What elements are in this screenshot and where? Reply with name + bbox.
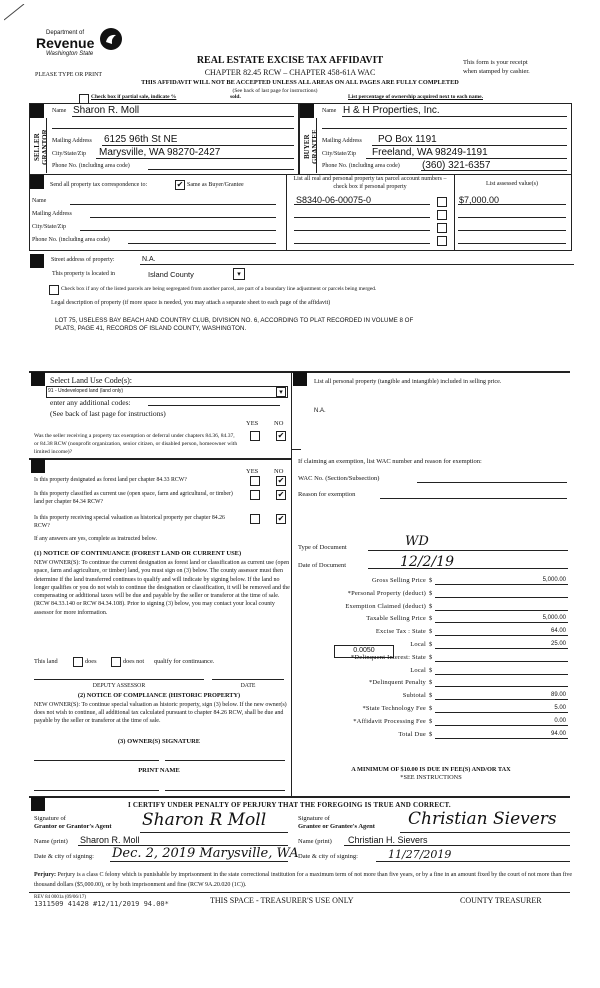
doc-date-line [368, 568, 568, 569]
section-8-top [29, 796, 570, 798]
print-name-line-1[interactable] [34, 790, 159, 791]
perjury-notice [34, 870, 574, 890]
street-field[interactable]: N.A. [142, 256, 156, 263]
parcel-number-line [294, 230, 430, 231]
grantee-name-line [344, 845, 570, 846]
see-instructions-note: *SEE INSTRUCTIONS [400, 774, 462, 781]
this-land-label: This land [34, 658, 58, 665]
currency-symbol: $ [429, 679, 433, 686]
exemption-label: If claiming an exemption, list WAC number and reason for exemption: [298, 458, 482, 465]
grantee-date-line [376, 861, 570, 862]
receipt-note [463, 58, 530, 76]
doc-type-label: Type of Document [298, 544, 347, 551]
form-revision: REV 84 0001a (09/06/17) [34, 895, 86, 900]
currency-symbol: $ [429, 692, 433, 699]
grantee-name-label: Name (print) [298, 838, 332, 845]
reason-label: Reason for exemption [298, 491, 356, 498]
section-6-marker [31, 459, 45, 473]
tax-row-line [435, 686, 568, 687]
exemption-question: Was the seller receiving a property tax exemption or deferral under chapters 84.36, 84.37, or 84.38 RCW (nonprofit organization, senior citizen, or disabled person, homeowner with limited income)? [34, 433, 238, 455]
personal-property-checkbox[interactable] [437, 223, 447, 233]
does-qualify-checkbox[interactable] [73, 657, 83, 667]
tax-row-line [435, 648, 568, 649]
notice-compliance-title: (2) NOTICE OF COMPLIANCE (HISTORIC PROPERTY) [77, 692, 241, 699]
tax-row-value[interactable]: 89.00 [550, 692, 566, 698]
tax-row-line [435, 610, 568, 611]
perjury-text: Perjury is a class C felony which is punishable by imprisonment in the state correctional institution for a maximum term of not more than five years, or by a fine in an amount fixed by the court of not more than five thousand dollars ($5,000.00), or by both imprisonment and fine (RCW 9A.20.020 (1C)). [34, 872, 573, 888]
tax-row-label: *Delinquent Interest: State [350, 654, 426, 661]
local-rate-value: 0.0050 [353, 647, 375, 654]
parcel-number-line [294, 217, 430, 218]
tax-row-value[interactable]: 64.00 [550, 628, 566, 634]
deputy-assessor-label: DEPUTY ASSESSOR [92, 683, 146, 689]
buyer-city-label: City/State/Zip [322, 151, 356, 157]
personal-property-checkbox[interactable] [437, 197, 447, 207]
section-5-top [29, 371, 291, 373]
designation-no-checkbox[interactable]: ✔ [277, 514, 285, 523]
partial-sale-label: Check box if partial sale, indicate % [91, 94, 177, 100]
section-4-marker [30, 254, 44, 268]
seller-city-line [96, 158, 294, 159]
county-treasurer-label: COUNTY TREASURER [460, 896, 542, 905]
correspondence-field-input[interactable] [80, 230, 276, 231]
street-label: Street address of property: [51, 257, 115, 263]
tax-row-label: Excise Tax : State [375, 628, 426, 635]
owner-signature-label: (3) OWNER(S) SIGNATURE [117, 738, 201, 745]
section-2-marker [300, 104, 314, 118]
buyer-city-field[interactable]: Freeland, WA 98249-1191 [372, 147, 488, 158]
doc-date-field[interactable]: 12/2/19 [400, 554, 454, 570]
buyer-phone-line [421, 170, 567, 171]
grantee-date-field[interactable]: 11/27/2019 [388, 848, 452, 861]
buyer-mailing-label: Mailing Address [322, 138, 362, 144]
legal-line-2: PLATS, PAGE 41, RECORDS OF ISLAND COUNTY, WASHINGTON. [55, 325, 247, 332]
tax-row-label: Local [410, 667, 426, 674]
personal-property-field[interactable]: N.A. [314, 408, 326, 414]
same-as-buyer-checkbox[interactable]: ✔ [176, 180, 184, 189]
grantee-signature-line [400, 832, 570, 833]
land-use-select[interactable] [46, 386, 288, 398]
tax-row-line [435, 635, 568, 636]
correspondence-label: Send all property tax correspondence to: [50, 182, 148, 188]
designation-question: Is this property receiving special valuation as historical property per chapter 84.26 RCW? [34, 515, 225, 529]
tax-row-label: Exemption Claimed (deduct) [345, 603, 426, 610]
grantor-sig-label2: Grantor or Grantor's Agent [34, 823, 112, 830]
grantor-date-field[interactable]: Dec. 2, 2019 Marysville, WA [112, 846, 299, 861]
doc-date-label: Date of Document [298, 562, 347, 569]
tax-row-line [435, 712, 568, 713]
tax-row-line [435, 597, 568, 598]
grantee-signature-label [298, 815, 375, 831]
no-header-1: NO [274, 420, 284, 427]
section-8-marker [31, 797, 45, 811]
tax-row-line [435, 699, 568, 700]
tax-row-line [435, 738, 568, 739]
tax-row-label: Subtotal [402, 692, 426, 699]
tax-row-line [435, 725, 568, 726]
county-select[interactable]: Island County [148, 270, 194, 279]
legal-description[interactable] [55, 317, 413, 333]
dor-logo [36, 26, 126, 66]
grantor-date-label: Date & city of signing: [34, 853, 94, 860]
grantor-date-line [110, 861, 288, 862]
exemption-no-checkbox[interactable]: ✔ [277, 431, 285, 440]
land-use-selected: 91 - Undeveloped land (land only) [48, 388, 124, 394]
doc-type-field[interactable]: WD [405, 534, 429, 549]
located-label: This property is located in [52, 271, 115, 277]
designation-question: Is this property classified as current use (open space, farm and agricultural, or timber) land per chapter 84.34 RCW? [34, 491, 233, 505]
buyer-city-line [366, 158, 567, 159]
personal-property-checkbox[interactable] [437, 210, 447, 220]
qualify-label: qualify for continuance. [154, 658, 215, 665]
acceptance-warning: THIS AFFIDAVIT WILL NOT BE ACCEPTED UNLESS ALL AREAS ON ALL PAGES ARE FULLY COMPLETED [141, 79, 459, 86]
designation-question: Is this property designated as forest land per chapter 84.33 RCW? [34, 477, 187, 483]
seller-divider [46, 118, 48, 173]
designation-no-checkbox[interactable]: ✔ [277, 476, 285, 485]
tax-row-value[interactable]: 5,000.00 [542, 615, 566, 621]
grantee-sig-label1: Signature of [298, 815, 330, 822]
grantor-name-field[interactable]: Sharon R. Moll [80, 835, 140, 845]
wac-label: WAC No. (Section/Subsection) [298, 475, 380, 482]
buyer-divider [316, 118, 318, 173]
exemption-yes-checkbox[interactable] [250, 431, 260, 441]
currency-symbol: $ [429, 577, 433, 584]
buyer-phone-field[interactable]: (360) 321-6357 [422, 160, 491, 171]
assessed-header: List assessed value(s) [486, 181, 538, 187]
grantor-signature-line [140, 832, 288, 833]
section-3-marker [30, 175, 44, 189]
seller-city-field[interactable]: Marysville, WA 98270-2427 [99, 147, 221, 158]
owner-signature-line-2[interactable] [165, 760, 285, 761]
section-7-top [291, 371, 570, 373]
tax-row-label: Gross Selling Price [372, 577, 426, 584]
dor-swirl-icon [98, 26, 124, 52]
land-use-see-back: (See back of last page for instructions) [50, 409, 166, 418]
yes-header-1: YES [246, 420, 259, 427]
tax-row-line [435, 674, 568, 675]
tax-row-label: Taxable Selling Price [366, 615, 426, 622]
seller-city-label: City/State/Zip [52, 151, 86, 157]
buyer-mailing-line [372, 145, 567, 146]
section-7-marker [293, 372, 307, 386]
assessed-value-line [458, 204, 566, 205]
personal-property-checkbox[interactable] [437, 236, 447, 246]
legal-line-1: LOT 75, USELESS BAY BEACH AND COUNTRY CLUB, DIVISION NO. 6, ACCORDING TO PLAT RECORDED IN VOLUME 8 OF [55, 317, 414, 324]
tax-row-label: *Affidavit Processing Fee [353, 718, 426, 725]
instructions-note: (See back of last page for instructions) [232, 88, 318, 94]
receipt-note-line2: when stamped by cashier. [463, 68, 530, 75]
correspondence-field-label: Phone No. (including area code) [32, 237, 110, 243]
section-6-top [29, 458, 291, 460]
grantee-date-label: Date & city of signing: [298, 853, 358, 860]
if-yes-note: If any answers are yes, complete as instructed below. [34, 536, 157, 542]
cashier-stamp: 1311509 41428 #12/11/2019 94.00* [34, 900, 169, 908]
print-name-label: PRINT NAME [138, 767, 180, 774]
logo-line3: Washington State [46, 51, 94, 57]
tax-row-label: *Delinquent Penalty [368, 679, 426, 686]
currency-symbol: $ [429, 615, 433, 622]
parcel-number-line [294, 243, 430, 244]
logo-line1: Department of [46, 30, 85, 36]
designation-yes-checkbox[interactable] [250, 490, 260, 500]
segregated-checkbox[interactable] [49, 285, 59, 295]
form-title: REAL ESTATE EXCISE TAX AFFIDAVIT [196, 55, 384, 66]
tax-row-value[interactable]: 25.00 [550, 641, 566, 647]
buyer-name-line2 [322, 128, 567, 129]
exemption-tick [291, 449, 301, 450]
same-as-buyer-label: Same as Buyer/Grantee [187, 182, 244, 188]
seller-name-line [72, 116, 294, 117]
county-dropdown-icon[interactable]: ▾ [233, 268, 245, 280]
notice-compliance-body: NEW OWNER(S): To continue special valuation as historic property, sign (3) below. If the new owner(s) does not wish to continue, all additional tax calculated pursuant to chapter 84.26 RCW, shall be due and payable by the seller or transferor at the time of sale. [34, 702, 287, 724]
buyer-name-line [342, 116, 567, 117]
tax-row-line [435, 584, 568, 585]
footer-rule [29, 892, 570, 893]
tax-row-value[interactable]: 94.00 [550, 731, 566, 737]
tax-row-line [435, 622, 568, 623]
certify-statement: I CERTIFY UNDER PENALTY OF PERJURY THAT THE FOREGOING IS TRUE AND CORRECT. [128, 801, 451, 809]
street-line [140, 264, 574, 265]
treasurer-space-label: THIS SPACE - TREASURER'S USE ONLY [210, 896, 354, 905]
tax-row-line [435, 661, 568, 662]
buyer-name-label: Name [322, 108, 337, 114]
scan-mark [4, 4, 26, 22]
grantee-name-field[interactable]: Christian H. Sievers [348, 835, 428, 845]
tax-row-label: *State Technology Fee [362, 705, 426, 712]
grantor-signature[interactable]: Sharon R Moll [142, 810, 267, 830]
reason-field[interactable] [380, 498, 567, 499]
parcel-number-field[interactable]: S8340-06-00075-0 [296, 195, 372, 205]
correspondence-field-input[interactable] [70, 204, 276, 205]
tax-row-value[interactable]: 0.00 [554, 718, 566, 724]
form-chapter: CHAPTER 82.45 RCW – CHAPTER 458-61A WAC [204, 68, 376, 77]
seller-mailing-label: Mailing Address [52, 138, 92, 144]
currency-symbol: $ [429, 667, 433, 674]
correspondence-field-input[interactable] [90, 217, 276, 218]
seller-name-field[interactable]: Sharon R. Moll [73, 105, 140, 116]
currency-symbol: $ [429, 705, 433, 712]
additional-codes-field[interactable] [148, 405, 280, 406]
assessed-value-line [458, 217, 566, 218]
section-5-marker [31, 372, 45, 386]
parcel-header: List all real and personal property tax parcel account numbers – check box if personal property [293, 176, 447, 190]
no-header-2: NO [274, 468, 284, 475]
currency-symbol: $ [429, 628, 433, 635]
segregated-label: Check box if any of the listed parcels are being segregated from another parcel, are part of a boundary line adjustment or parcels being merged. [61, 286, 377, 292]
tax-row-label: Total Due [398, 731, 426, 738]
tax-row-value[interactable]: 5,000.00 [542, 577, 566, 583]
notice-continuance-title: (1) NOTICE OF CONTINUANCE (FOREST LAND OR CURRENT USE) [34, 550, 242, 557]
correspondence-field-input[interactable] [128, 243, 276, 244]
print-name-line-2[interactable] [165, 790, 285, 791]
receipt-note-line1: This form is your receipt [463, 59, 528, 66]
wac-field[interactable] [417, 482, 567, 483]
parcel-number-line [294, 204, 430, 205]
currency-symbol: $ [429, 654, 433, 661]
seller-name-label: Name [52, 108, 67, 114]
buyer-mailing-field[interactable]: PO Box 1191 [378, 134, 437, 145]
tax-row-value[interactable]: 5.00 [554, 705, 566, 711]
owner-signature-line-1[interactable] [34, 760, 159, 761]
correspondence-field-label: City/State/Zip [32, 224, 66, 230]
seller-mailing-field[interactable]: 6125 96th St NE [104, 134, 178, 145]
grantee-sig-label2: Grantee or Grantee's Agent [298, 823, 375, 830]
does-not-label: does not [123, 658, 145, 665]
seller-phone-field[interactable] [148, 169, 294, 170]
grantor-name-label: Name (print) [34, 838, 68, 845]
currency-symbol: $ [429, 731, 433, 738]
land-use-dropdown-icon[interactable]: ▾ [276, 387, 286, 397]
currency-symbol: $ [429, 641, 433, 648]
buyer-phone-label: Phone No. (including area code) [322, 163, 400, 169]
correspondence-field-label: Name [32, 198, 47, 204]
assessed-value-line [458, 243, 566, 244]
designation-yes-checkbox[interactable] [250, 514, 260, 524]
land-use-label: Select Land Use Code(s): [50, 376, 132, 385]
doc-type-line [368, 550, 568, 551]
tax-row-label: *Personal Property (deduct) [347, 590, 426, 597]
personal-property-label: List all personal property (tangible and intangible) included in selling price. [314, 378, 502, 385]
legal-label: Legal description of property (if more space is needed, you may attach a separate sheet to each page of the affidavit) [51, 300, 331, 306]
grantor-signature-label [34, 815, 112, 831]
tax-row-label: Local [410, 641, 426, 648]
assessor-date-label: DATE [240, 683, 256, 689]
assessed-value-line [458, 230, 566, 231]
designation-no-checkbox[interactable]: ✔ [277, 490, 285, 499]
buyer-name-field[interactable]: H & H Properties, Inc. [343, 105, 440, 116]
additional-codes-label: enter any additional codes: [50, 398, 131, 407]
currency-symbol: $ [429, 590, 433, 597]
seller-mailing-line [102, 145, 294, 146]
ownership-note: List percentage of ownership acquired next to each name. [348, 94, 483, 100]
perjury-label: Perjury: [34, 872, 56, 878]
seller-name-line2 [52, 128, 294, 129]
buyer-side-label: BUYER GRANTEE [303, 129, 319, 165]
assessor-date-line[interactable] [212, 679, 284, 680]
section-1-marker [30, 104, 44, 118]
please-type-label: PLEASE TYPE OR PRINT [35, 72, 103, 78]
grantee-signature[interactable]: Christian Sievers [408, 809, 557, 829]
seller-phone-label: Phone No. (including area code) [52, 163, 130, 169]
seller-side-label: SELLER GRANTOR [33, 129, 49, 165]
grantor-sig-label1: Signature of [34, 815, 66, 822]
yes-header-2: YES [246, 468, 259, 475]
does-label: does [85, 658, 97, 665]
assessed-value-field[interactable]: $7,000.00 [459, 195, 500, 205]
logo-line2: Revenue [36, 35, 95, 51]
partial-sale-sold: sold. [230, 94, 241, 100]
designation-yes-checkbox[interactable] [250, 476, 260, 486]
center-divider [291, 371, 292, 796]
deputy-assessor-signature-line[interactable] [34, 679, 204, 680]
does-not-qualify-checkbox[interactable] [111, 657, 121, 667]
minimum-note: A MINIMUM OF $10.00 IS DUE IN FEE(S) AND/OR TAX [351, 766, 511, 773]
currency-symbol: $ [429, 718, 433, 725]
currency-symbol: $ [429, 603, 433, 610]
correspondence-field-label: Mailing Address [32, 211, 72, 217]
notice-continuance-body: NEW OWNER(S): To continue the current designation as forest land or classification as current use (open space, farm and agriculture, or timber) land, you must sign on (3) below. The county assessor must then determine if the land transferred continues to qualify and will indicate by signing below. If the land no longer qualifies or you do not wish to continue the designation or classification, it will be removed and the compensating or additional taxes will be due and payable by the seller or transferor at the time of sale. (RCW 84.33.140 or RCW 84.34.108). Prior to signing (3) below, you may contact your local county assessor for more information. [34, 560, 290, 616]
